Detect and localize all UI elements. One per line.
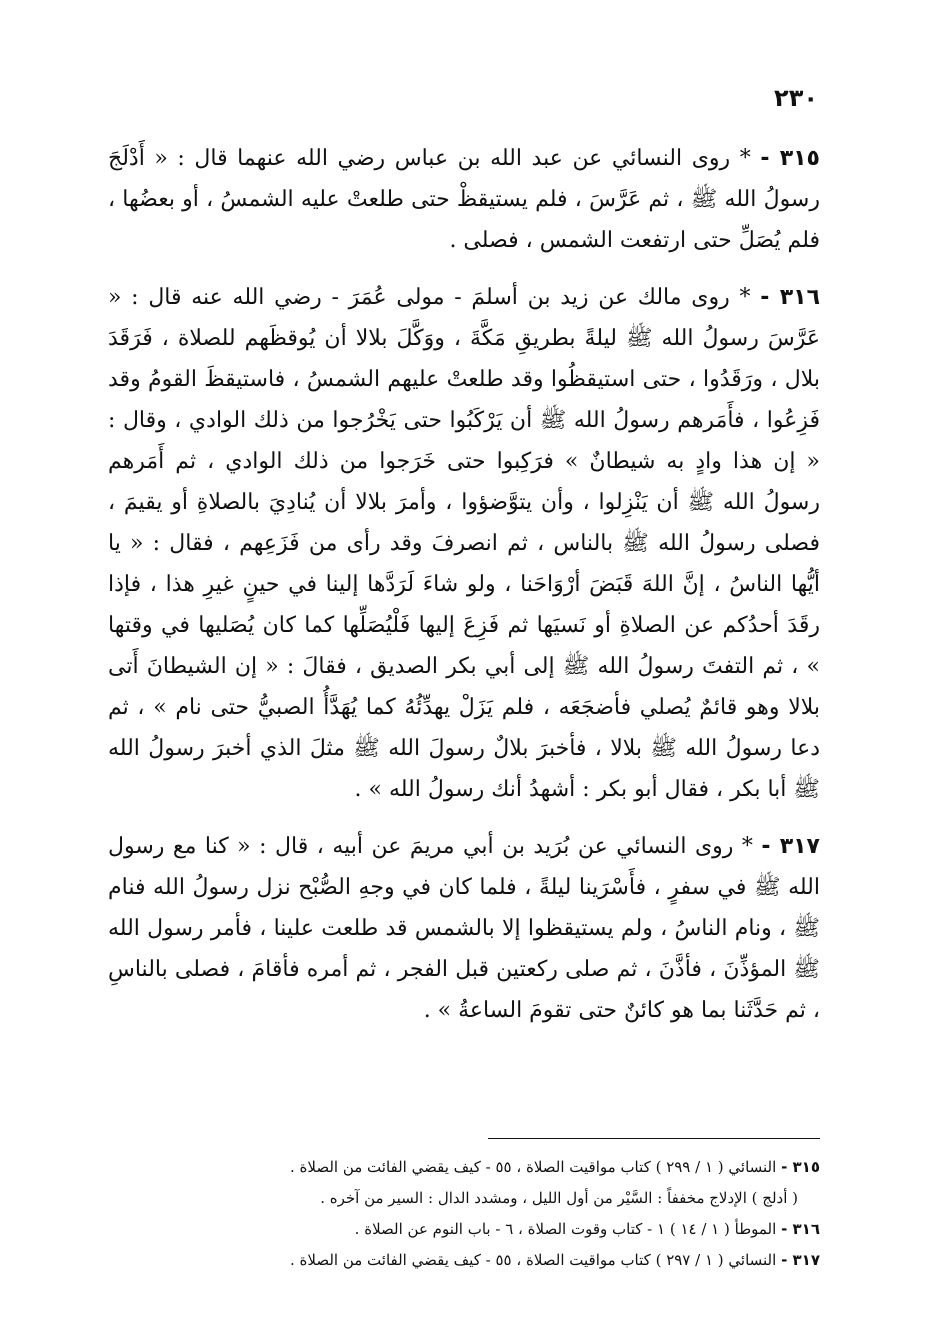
hadith-text: * روى مالك عن زيد بن أسلمَ - مولى عُمَرَ - رضي الله عنه قال : « عَرَّسَ رسولُ الله ﷺ ليلةً بطريقِ مَكَّةَ ، ووَكَّلَ بلالا أن يُوقظَهم للصلاة ، فَرَقَدَ بلال ، ورَقَدُوا ، حتى استيقظُوا وقد طلعتْ عليهم الشمسُ ، فاستيقظَ القومُ وقد فَزِعُوا ، فأَمَرهم رسولُ الله ﷺ أن يَرْكَبُوا حتى يَخْرُجوا من ذلك الوادي ، وقال : « إن هذا وادٍ به شيطانٌ » فرَكِبوا حتى خَرَجوا من ذلك الوادي ، ثم أَمَرهم رسولُ الله ﷺ أن يَنْزِلوا ، وأن يتوَّضؤوا ، وأمرَ بلالا أن يُنادِيَ بالصلاةِ أو يقيمَ ، فصلى رسولُ الله ﷺ بالناس ، ثم انصرفَ وقد رأى من فَزَعِهم ، فقال : « يا أيُّها الناسُ ، إنَّ اللهَ قَبَضَ أرْوَاحَنا ، ولو شاءَ لَرَدَّها إلينا في حينٍ غيرِ هذا ، فإذا رقَدَ أحدُكم عن الصلاةِ أو نَسيَها ثم فَزِعَ إليها فَلْيُصَلِّها كما كان يُصَليها في وقتها » ، ثم التفتَ رسولُ الله ﷺ إلى أبي بكر الصديق ، فقالَ : « إن الشيطانَ أَتى بلالا وهو قائمٌ يُصلي فأضجَعَه ، فلم يَزَلْ يهدِّئُهُ كما يُهَدَّأُ الصبيُّ حتى نام » ، ثم دعا رسولُ الله ﷺ بلالا ، فأخبرَ بلالٌ رسولَ الله ﷺ مثلَ الذي أخبرَ رسولُ الله ﷺ أبا بكر ، فقال أبو بكر : أشهدُ أنك رسولُ الله » . — [108, 285, 820, 802]
footnote-number: ٣١٦ - — [781, 1220, 820, 1238]
footnote-317 — [108, 1245, 820, 1276]
footnote-text: ( أدلج ) الإدلاج مخففاً : السَّيْر من أول الليل ، ومشدد الدال : السير من آخره . — [320, 1189, 798, 1207]
footnote-text: الموطأ ( ١ / ١٤ ) ١ - كتاب وقوت الصلاة ، ٦ - باب النوم عن الصلاة . — [354, 1220, 777, 1238]
footnote-number: ٣١٧ - — [781, 1251, 820, 1269]
footnote-315 — [108, 1152, 820, 1183]
footnote-316 — [108, 1214, 820, 1245]
hadith-number: ٣١٧ - — [761, 834, 820, 859]
footnote-text: النسائي ( ١ / ٢٩٧ ) كتاب مواقيت الصلاة ، ٥٥ - كيف يقضي الفائت من الصلاة . — [289, 1251, 777, 1269]
hadith-text: * روى النسائي عن بُرَيد بن أبي مريمَ عن أبيه ، قال : « كنا مع رسول الله ﷺ في سفرٍ ، فأَسْرَينا ليلةً ، فلما كان في وجهِ الصُّبْح نزل رسولُ الله فنام ﷺ ، ونام الناسُ ، ولم يستيقظوا إلا بالشمس قد طلعت علينا ، فأمر رسول الله ﷺ المؤذِّنَ ، فأذَّنَ ، ثم صلى ركعتين قبل الفجر ، ثم أمره فأقامَ ، فصلى بالناسِ ، ثم حَدَّثَنا بما هو كائنٌ حتى تقومَ الساعةُ » . — [108, 834, 820, 1023]
footnote-gloss — [108, 1183, 820, 1214]
hadith-paragraph-315 — [108, 138, 820, 261]
hadith-text: * روى النسائي عن عبد الله بن عباس رضي الله عنهما قال : « أَدْلَجَ رسولُ الله ﷺ ، ثم عَرَّسَ ، فلم يستيقظْ حتى طلعتْ عليه الشمسُ ، أو بعضُها ، فلم يُصَلِّ حتى ارتفعت الشمس ، فصلى . — [108, 146, 820, 253]
hadith-paragraph-316 — [108, 277, 820, 810]
footnotes — [108, 1152, 820, 1276]
page-number: ٢٣٠ — [774, 84, 818, 112]
hadith-number: ٣١٦ - — [760, 285, 821, 310]
footnote-number: ٣١٥ - — [781, 1158, 820, 1176]
footnote-divider — [488, 1138, 820, 1139]
hadith-number: ٣١٥ - — [760, 146, 820, 171]
main-text — [108, 138, 820, 1047]
footnote-text: النسائي ( ١ / ٢٩٩ ) كتاب مواقيت الصلاة ، ٥٥ - كيف يقضي الفائت من الصلاة . — [289, 1158, 777, 1176]
hadith-paragraph-317 — [108, 826, 820, 1031]
